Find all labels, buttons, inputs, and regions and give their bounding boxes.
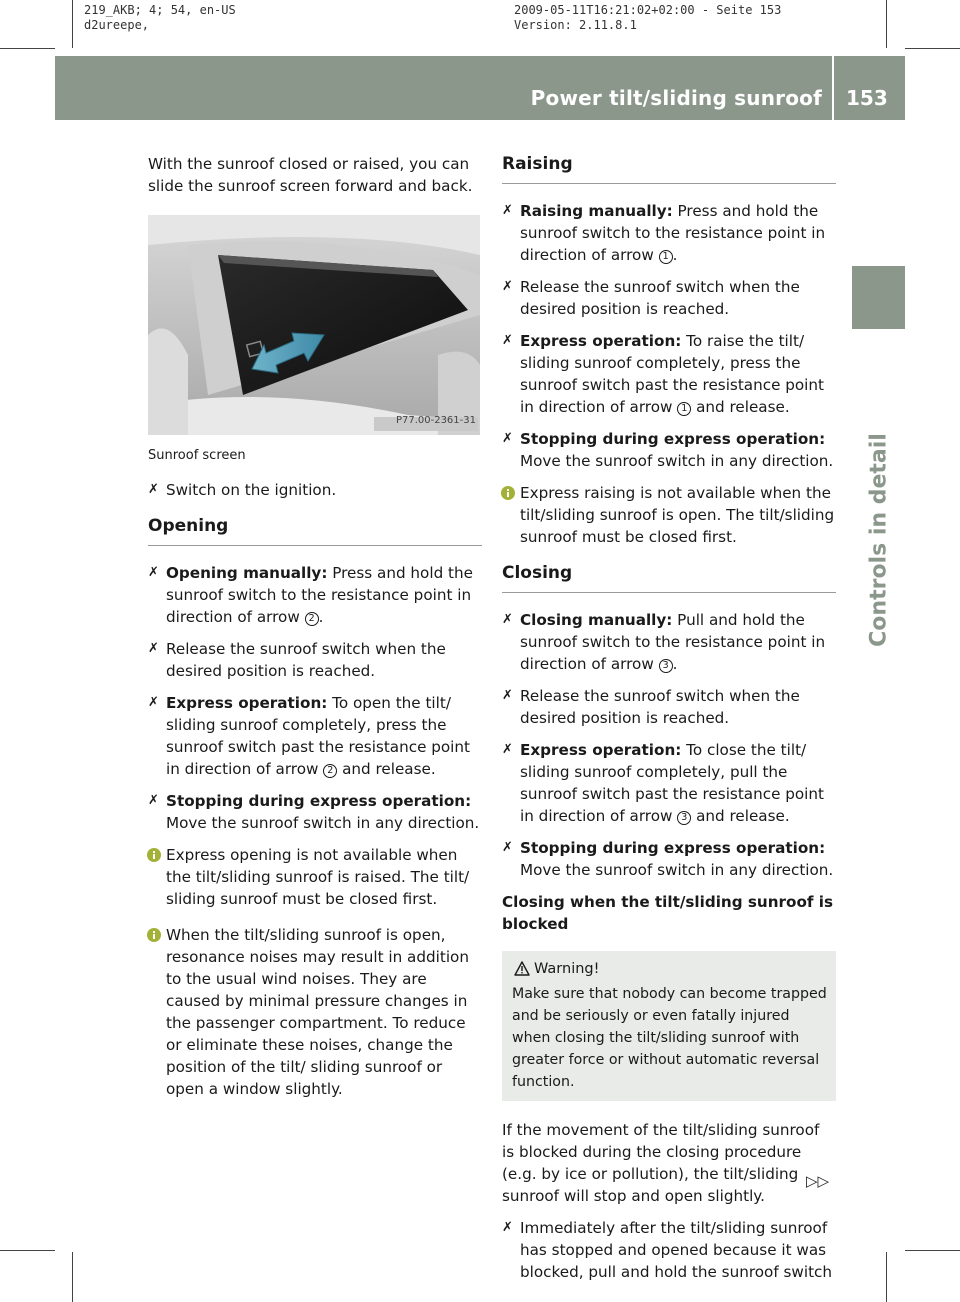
step-item <box>148 479 482 501</box>
print-meta-line: 219_AKB; 4; 54, en-US <box>84 3 236 17</box>
intro-paragraph: With the sunroof closed or raised, you can slide the sunroof screen forward and back. <box>148 155 473 195</box>
warning-title <box>512 959 828 979</box>
step-bold-label: Opening manually: <box>166 564 328 582</box>
arrow-number-icon: 1 <box>677 402 691 416</box>
warning-text: Make sure that nobody can become trapped and be seriously or even fatally injured when closing the tilt/sliding sunroof with greater force or without automatic reversal function. <box>512 986 827 1090</box>
step-item <box>148 692 482 780</box>
step-item <box>502 837 836 881</box>
info-text: Express raising is not available when the tilt/sliding sunroof is open. The tilt/sliding sunroof must be closed first. <box>520 484 835 546</box>
info-icon <box>147 848 161 862</box>
step-text: Switch on the ignition. <box>166 481 337 499</box>
crop-mark <box>72 0 73 48</box>
left-column <box>148 153 482 1114</box>
info-note <box>502 482 836 548</box>
header-separator <box>832 56 834 120</box>
step-text: Move the sunroof switch in any direction. <box>520 861 834 879</box>
step-item <box>502 276 836 320</box>
section-tab-label: Controls in detail <box>866 433 892 647</box>
step-bold-label: Express operation: <box>520 741 682 759</box>
section-heading-closing: Closing <box>502 562 836 593</box>
info-note <box>148 844 482 910</box>
step-arrow-icon: ✗ <box>502 279 513 294</box>
step-arrow-icon: ✗ <box>502 203 513 218</box>
step-text: and release. <box>337 760 436 778</box>
crop-mark <box>886 0 887 48</box>
step-item <box>148 638 482 682</box>
section-tab-marker <box>852 266 905 329</box>
step-text: Release the sunroof switch when the desired position is reached. <box>520 278 800 318</box>
step-arrow-icon: ✗ <box>502 840 513 855</box>
step-text: Release the sunroof switch when the desired position is reached. <box>166 640 446 680</box>
step-bold-label: Stopping during express operation: <box>520 430 826 448</box>
step-text: Move the sunroof switch in any direction. <box>166 814 480 832</box>
step-text: . <box>672 655 678 673</box>
blocked-paragraph: If the movement of the tilt/sliding sunroof is blocked during the closing procedure (e.g. by ice or pollution), the tilt/sliding sunroof will stop and open slightly. <box>502 1121 820 1205</box>
crop-mark <box>886 1252 887 1302</box>
crop-mark <box>0 48 55 49</box>
step-item <box>502 330 836 418</box>
info-icon <box>147 928 161 942</box>
crop-mark <box>0 1250 55 1251</box>
step-arrow-icon: ✗ <box>148 641 159 656</box>
info-text: When the tilt/sliding sunroof is open, resonance noises may result in addition to the usual wind noises. They are caused by minimal pressure changes in the passenger compartment. To reduce or eliminate these noises, change the position of the tilt/ sliding sunroof or open a window slightly. <box>166 926 469 1098</box>
continue-marker: ▷▷ <box>806 1172 830 1190</box>
info-note <box>148 924 482 1100</box>
step-text: and release. <box>691 398 790 416</box>
warning-box <box>502 951 836 1101</box>
photo-caption: Sunroof screen <box>148 448 246 463</box>
step-item <box>148 562 482 628</box>
info-icon <box>501 486 515 500</box>
warning-title-text: Warning! <box>534 961 600 977</box>
step-bold-label: Stopping during express operation: <box>520 839 826 857</box>
arrow-number-icon: 3 <box>677 811 691 825</box>
arrow-number-icon: 2 <box>305 612 319 626</box>
arrow-number-icon: 3 <box>659 659 673 673</box>
step-arrow-icon: ✗ <box>502 431 513 446</box>
section-heading-opening: Opening <box>148 515 482 546</box>
crop-mark <box>72 1252 73 1302</box>
info-text: Express opening is not available when the tilt/sliding sunroof is raised. The tilt/ sliding sunroof must be closed first. <box>166 846 470 908</box>
step-arrow-icon: ✗ <box>502 1220 513 1235</box>
page-title: Power tilt/sliding sunroof <box>530 86 822 110</box>
step-arrow-icon: ✗ <box>148 565 159 580</box>
subsection-heading-blocked: Closing when the tilt/sliding sunroof is blocked <box>502 893 834 933</box>
step-text: Release the sunroof switch when the desired position is reached. <box>520 687 800 727</box>
crop-mark <box>905 48 960 49</box>
step-item <box>148 790 482 834</box>
print-meta-line: Version: 2.11.8.1 <box>514 18 637 32</box>
step-text: . <box>672 246 678 264</box>
photo-code: P77.00-2361-31 <box>395 415 476 426</box>
sunroof-screen-illustration <box>148 215 480 435</box>
arrow-number-icon: 1 <box>659 250 673 264</box>
step-text: To raise the tilt/ sliding sunroof completely, press the sunroof switch past the resistance point in direction of arrow <box>520 332 824 416</box>
step-bold-label: Express operation: <box>166 694 328 712</box>
step-text: Move the sunroof switch in any direction. <box>520 452 834 470</box>
sunroof-screen-photo <box>148 215 480 435</box>
step-item <box>502 739 836 827</box>
arrow-number-icon: 2 <box>323 764 337 778</box>
step-arrow-icon: ✗ <box>502 612 513 627</box>
step-item <box>502 428 836 472</box>
print-meta-left <box>84 3 236 33</box>
step-item <box>502 685 836 729</box>
step-item <box>502 1217 836 1283</box>
step-bold-label: Raising manually: <box>520 202 673 220</box>
right-column <box>502 153 836 1293</box>
page-number: 153 <box>846 86 888 110</box>
step-text: . <box>318 608 324 626</box>
step-arrow-icon: ✗ <box>148 695 159 710</box>
step-arrow-icon: ✗ <box>502 688 513 703</box>
step-arrow-icon: ✗ <box>502 742 513 757</box>
crop-mark <box>905 1250 960 1251</box>
step-arrow-icon: ✗ <box>148 793 159 808</box>
step-item <box>502 200 836 266</box>
step-bold-label: Express operation: <box>520 332 682 350</box>
print-meta-right <box>514 3 781 33</box>
step-text: Press and hold the sunroof switch to the resistance point in direction of arrow <box>520 202 826 264</box>
step-bold-label: Closing manually: <box>520 611 673 629</box>
print-meta-line: d2ureepe, <box>84 18 150 32</box>
step-text: Pull and hold the sunroof switch to the resistance point in direction of arrow <box>520 611 826 673</box>
step-arrow-icon: ✗ <box>148 482 159 497</box>
step-text: To close the tilt/ sliding sunroof completely, pull the sunroof switch past the resistance point in direction of arrow <box>520 741 824 825</box>
step-text: and release. <box>691 807 790 825</box>
step-arrow-icon: ✗ <box>502 333 513 348</box>
step-item <box>502 609 836 675</box>
warning-triangle-icon <box>514 961 530 976</box>
section-heading-raising: Raising <box>502 153 836 184</box>
step-text: To open the tilt/ sliding sunroof completely, press the sunroof switch past the resistance point in direction of arrow <box>166 694 470 778</box>
step-text: Immediately after the tilt/sliding sunroof has stopped and opened because it was blocked, pull and hold the sunroof switch <box>520 1219 833 1281</box>
step-text: Press and hold the sunroof switch to the resistance point in direction of arrow <box>166 564 473 626</box>
step-bold-label: Stopping during express operation: <box>166 792 472 810</box>
print-meta-line: 2009-05-11T16:21:02+02:00 - Seite 153 <box>514 3 782 17</box>
